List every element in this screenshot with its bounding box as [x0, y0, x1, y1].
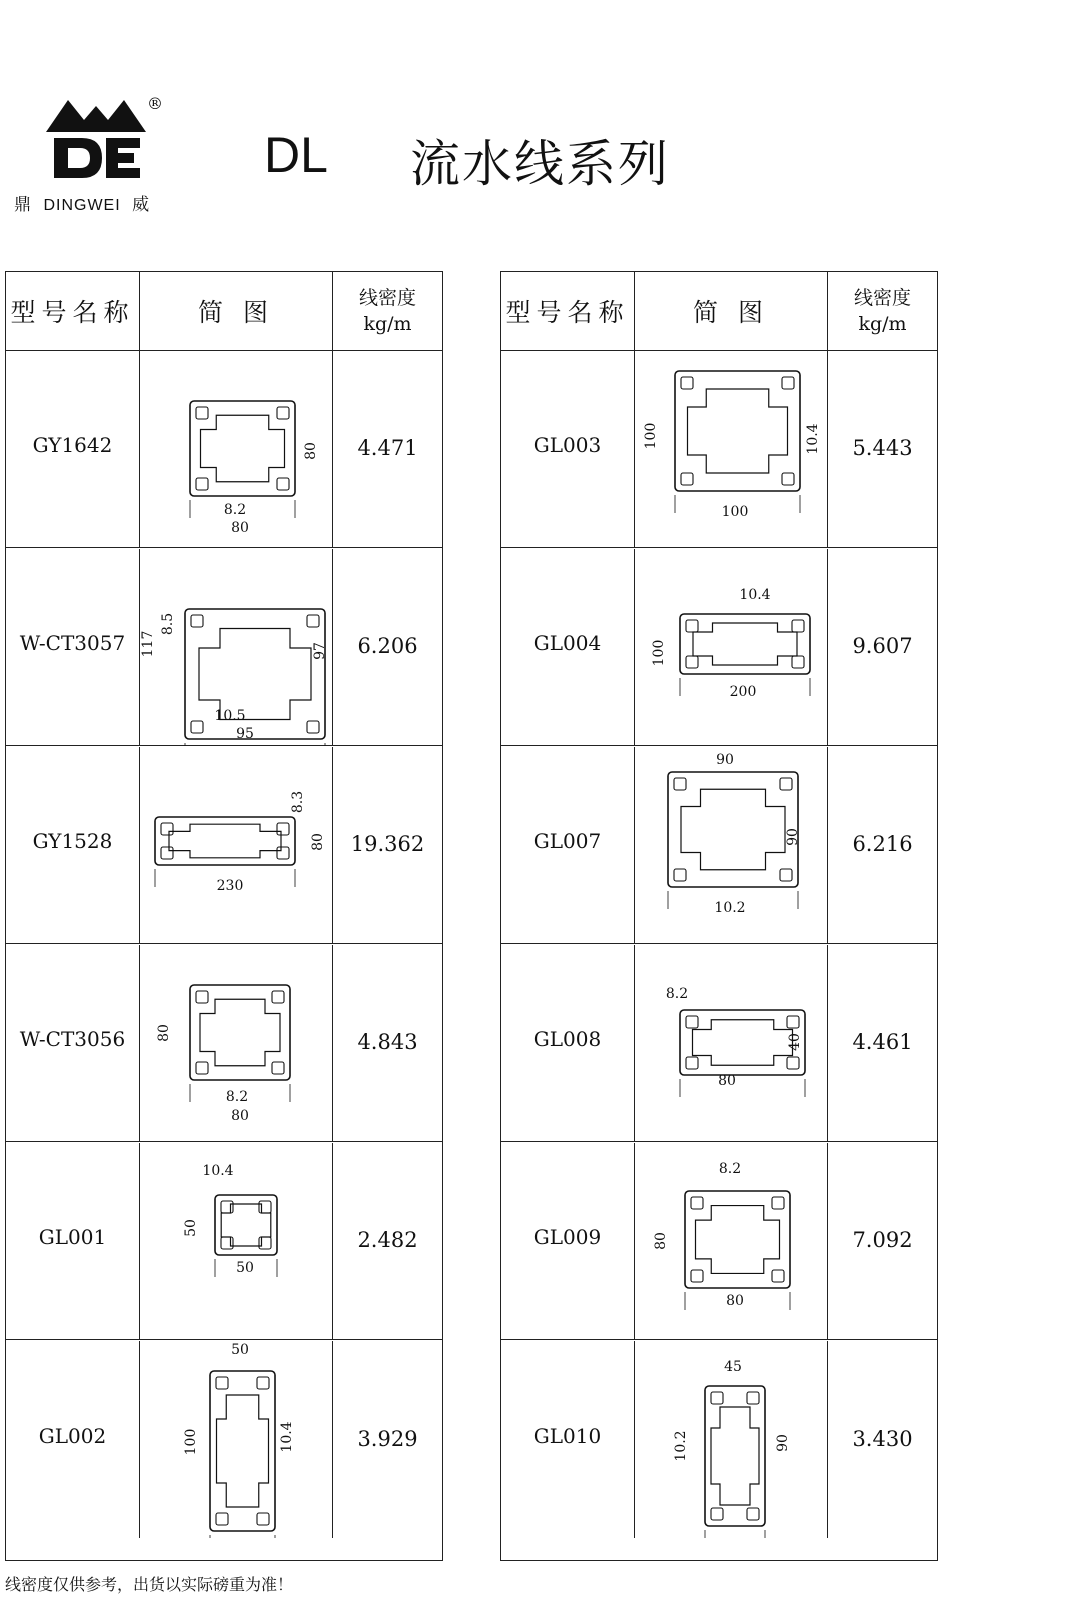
profile-slot: [686, 1057, 698, 1069]
profile-cross-section-icon: [635, 1143, 829, 1340]
profile-slot: [681, 473, 693, 485]
dimension-label: 80: [653, 1232, 669, 1250]
linear-density-value: 6.206: [357, 634, 418, 658]
dimension-label: 40: [787, 1033, 803, 1051]
linear-density-value: 2.482: [357, 1228, 418, 1252]
dimension-label: 80: [231, 520, 249, 536]
profile-cross-section-icon: [635, 351, 829, 548]
header-model: 型号名称: [505, 298, 630, 327]
linear-density-value: 9.607: [852, 634, 913, 658]
profile-cross-section-icon: [140, 351, 334, 548]
dimension-label: 10.4: [202, 1163, 234, 1179]
profile-table-left: [5, 271, 443, 1561]
table-row: [6, 549, 442, 746]
dingwei-logo-icon: [44, 98, 148, 178]
dimension-label: 100: [651, 639, 667, 667]
linear-density-value: 6.216: [852, 832, 913, 856]
profile-cross-section-icon: [635, 945, 829, 1142]
profile-slot: [277, 407, 289, 419]
profile-slot: [782, 473, 794, 485]
table-header: [6, 272, 442, 351]
dimension-label: 90: [775, 1434, 791, 1452]
model-name: GL007: [533, 829, 602, 853]
profile-slot: [681, 377, 693, 389]
dimension-label: 50: [231, 1342, 249, 1358]
profile-slot: [747, 1392, 759, 1404]
dimension-label: 97: [312, 642, 328, 660]
dimension-label: 8.2: [225, 1089, 249, 1105]
profile-slot: [307, 721, 319, 733]
dimension-label: 8.2: [223, 502, 247, 518]
series-code: DL: [264, 127, 328, 183]
profile-slot: [277, 823, 289, 835]
profile-slot: [257, 1513, 269, 1525]
header-model: 型号名称: [10, 298, 135, 327]
profile-inner-cavity: [696, 1206, 780, 1274]
profile-inner-cavity: [688, 389, 788, 473]
table-row: [6, 747, 442, 944]
profile-diagram: [139, 549, 333, 745]
dimension-label: 95: [236, 726, 254, 742]
profile-slot: [191, 615, 203, 627]
profile-slot: [221, 1201, 233, 1213]
model-name: GL003: [533, 433, 602, 457]
profile-cross-section-icon: [140, 1341, 334, 1538]
dimension-label: 8.2: [665, 986, 689, 1002]
table-row: [501, 1143, 937, 1340]
brand-logo: [14, 94, 174, 218]
profile-slot: [780, 778, 792, 790]
header-density: 线密度 kg/m: [358, 287, 416, 335]
model-name: GL001: [38, 1225, 107, 1249]
dimension-label: 8.3: [290, 790, 306, 814]
dimension-label: 80: [726, 1293, 744, 1309]
profile-slot: [780, 869, 792, 881]
header-density: 线密度 kg/m: [853, 287, 911, 335]
dimension-label: 10.5: [214, 708, 246, 724]
linear-density-value: 19.362: [350, 832, 425, 856]
profile-slot: [686, 656, 698, 668]
profile-slot: [277, 847, 289, 859]
profile-diagram: [139, 351, 333, 547]
profile-diagram: [634, 1143, 828, 1339]
model-name: GL004: [533, 631, 602, 655]
model-name: GY1642: [32, 433, 113, 457]
profile-slot: [787, 1057, 799, 1069]
model-name: GL008: [533, 1027, 602, 1051]
linear-density-value: 4.843: [357, 1030, 418, 1054]
dimension-label: 80: [231, 1108, 249, 1124]
profile-slot: [711, 1392, 723, 1404]
profile-slot: [792, 620, 804, 632]
profile-inner-cavity: [711, 1407, 759, 1505]
profile-slot: [161, 823, 173, 835]
profile-inner-cavity: [693, 623, 797, 665]
dimension-label: 45: [724, 1359, 742, 1375]
profile-cross-section-icon: [140, 945, 334, 1142]
profile-slot: [686, 620, 698, 632]
profile-diagram: [139, 945, 333, 1141]
model-name: GL002: [38, 1423, 107, 1448]
profile-inner-cavity: [201, 415, 285, 482]
profile-slot: [674, 869, 686, 881]
dimension-label: 200: [729, 684, 757, 700]
header-diagram: 简 图: [139, 272, 333, 350]
dimension-label: 10.4: [805, 423, 821, 455]
profile-inner-cavity: [199, 629, 311, 720]
dimension-label: 8.2: [718, 1161, 742, 1177]
dimension-label: 10.2: [714, 900, 746, 916]
footnote: 线密度仅供参考，出货以实际磅重为准！: [5, 1575, 294, 1594]
profile-slot: [272, 1062, 284, 1074]
dimension-label: 80: [718, 1073, 736, 1089]
profile-cross-section-icon: [140, 549, 334, 746]
profile-cross-section-icon: [635, 549, 829, 746]
profile-slot: [782, 377, 794, 389]
model-name: W-CT3056: [19, 1027, 126, 1051]
profile-inner-cavity: [217, 1395, 269, 1507]
profile-inner-cavity: [681, 789, 785, 870]
table-row: [501, 747, 937, 944]
profile-slot: [161, 847, 173, 859]
profile-slot: [221, 1237, 233, 1249]
dimension-label: 10.4: [739, 587, 771, 603]
model-name: GY1528: [32, 829, 113, 853]
model-name: GL009: [533, 1225, 602, 1249]
profile-inner-cavity: [169, 824, 281, 858]
model-name: GL010: [533, 1423, 602, 1448]
table-row: [6, 945, 442, 1142]
linear-density-value: 5.443: [852, 436, 913, 460]
profile-slot: [216, 1513, 228, 1525]
profile-slot: [196, 478, 208, 490]
profile-inner-cavity: [221, 1204, 271, 1246]
linear-density-value: 3.430: [852, 1426, 913, 1451]
dimension-label: 90: [785, 828, 801, 846]
profile-slot: [259, 1201, 271, 1213]
profile-diagram: [634, 1341, 828, 1538]
brand-name: 鼎 DINGWEI 威: [14, 195, 151, 215]
dimension-label: 50: [183, 1219, 199, 1237]
dimension-label: 80: [310, 833, 326, 851]
profile-cross-section-icon: [140, 747, 334, 944]
linear-density-value: 4.461: [852, 1030, 913, 1054]
dimension-label: 100: [183, 1428, 199, 1456]
profile-slot: [792, 656, 804, 668]
dimension-label: 230: [216, 878, 244, 894]
profile-diagram: [634, 945, 828, 1141]
dimension-label: 80: [303, 442, 319, 460]
profile-inner-cavity: [200, 999, 280, 1066]
profile-slot: [691, 1270, 703, 1282]
table-row: [501, 549, 937, 746]
table-row: [6, 351, 442, 548]
dimension-label: 100: [643, 422, 659, 450]
table-row: [6, 1143, 442, 1340]
profile-cross-section-icon: [635, 1341, 829, 1538]
profile-slot: [747, 1508, 759, 1520]
profile-slot: [277, 478, 289, 490]
profile-slot: [259, 1237, 271, 1249]
dimension-label: 90: [716, 752, 734, 768]
table-header: [501, 272, 937, 351]
profile-slot: [787, 1016, 799, 1028]
profile-diagram: [634, 351, 828, 547]
model-name: W-CT3057: [19, 631, 126, 655]
profile-diagram: [634, 549, 828, 745]
profile-diagram: [634, 747, 828, 943]
table-row: [6, 1341, 442, 1538]
linear-density-value: 7.092: [852, 1228, 913, 1252]
linear-density-value: 3.929: [357, 1426, 418, 1451]
profile-slot: [686, 1016, 698, 1028]
profile-cross-section-icon: [635, 747, 829, 944]
registered-mark: ®: [147, 94, 163, 113]
profile-diagram: [139, 1143, 333, 1339]
profile-slot: [772, 1197, 784, 1209]
table-row: [501, 351, 937, 548]
profile-slot: [772, 1270, 784, 1282]
profile-slot: [711, 1508, 723, 1520]
profile-slot: [196, 407, 208, 419]
profile-table-right: [500, 271, 938, 1561]
profile-slot: [691, 1197, 703, 1209]
dimension-label: 10.2: [673, 1430, 689, 1462]
series-title: 流水线系列: [410, 135, 670, 193]
profile-cross-section-icon: [140, 1143, 334, 1340]
profile-slot: [257, 1377, 269, 1389]
profile-diagram: [139, 747, 333, 943]
profile-slot: [307, 615, 319, 627]
profile-slot: [196, 1062, 208, 1074]
profile-slot: [272, 991, 284, 1003]
dimension-label: 8.5: [160, 612, 176, 636]
profile-slot: [191, 721, 203, 733]
dimension-label: 100: [721, 504, 749, 520]
dimension-label: 50: [236, 1260, 254, 1276]
linear-density-value: 4.471: [357, 436, 418, 460]
table-row: [501, 945, 937, 1142]
profile-inner-cavity: [693, 1020, 793, 1066]
profile-slot: [674, 778, 686, 790]
dimension-label: 117: [140, 630, 156, 658]
header-diagram: 简 图: [634, 272, 828, 350]
profile-slot: [196, 991, 208, 1003]
dimension-label: 10.4: [279, 1421, 295, 1453]
dimension-label: 80: [156, 1024, 172, 1042]
table-row: [501, 1341, 937, 1538]
profile-diagram: [139, 1341, 333, 1538]
profile-slot: [216, 1377, 228, 1389]
